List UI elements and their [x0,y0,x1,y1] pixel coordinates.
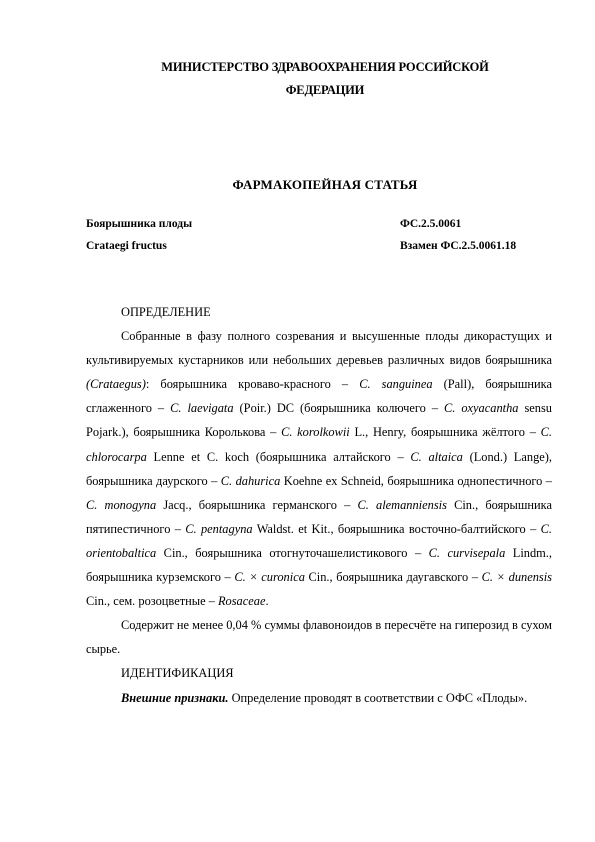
species-latin: C. pentagyna [185,521,253,536]
document-type-title: ФАРМАКОПЕЙНАЯ СТАТЬЯ [232,177,418,192]
external-signs-label: Внешние признаки. [121,690,229,705]
identification-heading: ИДЕНТИФИКАЦИЯ [121,666,234,681]
definition-paragraph [86,324,552,613]
identification-paragraph [86,686,552,710]
species-latin: C. dahurica [220,473,281,488]
definition-text: . [265,594,269,609]
raw-material-name-ru: Боярышника плоды [86,218,193,230]
definition-text: Cin., боярышника отогнуточашелистикового – [156,545,429,560]
ministry-title [90,56,560,102]
definition-text: Cin., боярышника даугавского – [304,570,482,585]
species-latin: C. alemanniensis [357,497,447,512]
definition-text: (Poir.) DC (боярышника колючего – [233,401,445,416]
raw-material-name-lat: Crataegi fructus [86,240,167,252]
species-latin: C. curvisepala [428,545,506,560]
content-paragraph: Содержит не менее 0,04 % суммы флавоноидов в пересчёте на гиперозид в сухом сырье. [86,618,552,657]
species-latin: C. laevigata [170,401,234,416]
document-body [86,300,552,710]
definition-text: : боярышника кроваво-красного – [145,377,360,392]
meta-row-1 [86,214,560,236]
definition-text: L., Henry, боярышника жёлтого – [349,425,541,440]
definition-text: Koehne ex Schneid, боярышника однопестичного – [280,473,552,488]
species-latin: C. × dunensis [481,570,552,585]
ministry-line-1: МИНИСТЕРСТВО ЗДРАВООХРАНЕНИЯ РОССИЙСКОЙ [161,60,489,74]
definition-text: Waldst. et Kit., боярышника восточно-балтийского – [252,521,541,536]
identification-text: Определение проводят в соответствии с ОФС «Плоды». [228,690,528,705]
meta-row-2 [86,236,560,258]
definition-text: sensu Pojark.), боярышника Королькова – [86,401,552,440]
species-latin: C. × curonica [234,570,305,585]
definition-text: Jacq., боярышника германского – [156,497,358,512]
definition-text: Собранные в фазу полного созревания и высушенные плоды дикорастущих и культивируемых кустарников или небольших деревьев различных видов боярышника [86,329,552,368]
replaces-code: Взамен ФС.2.5.0061.18 [400,240,517,252]
definition-heading: ОПРЕДЕЛЕНИЕ [121,305,211,319]
definition-text: Cin., сем. розоцветные – [86,594,218,609]
monograph-code: ФС.2.5.0061 [400,218,462,230]
document-meta [86,214,560,258]
definition-text: (Pall), боярышника сглаженного – [86,377,552,416]
genus-latin: (Crataegus) [86,377,146,392]
definition-text: Lenne et C. koch (боярышника алтайского – [146,449,411,464]
species-latin: C. korolkowii [281,425,350,440]
definition-text: Cin., боярышника пятипестичного – [86,497,552,536]
species-latin: C. monogyna [86,497,157,512]
species-latin: C. altaica [410,449,463,464]
definition-text: Lindm., боярышника курземского – [86,545,552,585]
species-latin: C. chlorocarpa [86,425,552,464]
definition-text: (Lond.) Lange), боярышника даурского – [86,449,552,488]
species-latin: C. orientobaltica [86,521,553,560]
ministry-line-2: ФЕДЕРАЦИИ [285,83,365,97]
family-latin: Rosaceae [217,594,266,609]
species-latin: C. sanguinea [359,377,433,392]
species-latin: C. oxyacantha [444,401,519,416]
